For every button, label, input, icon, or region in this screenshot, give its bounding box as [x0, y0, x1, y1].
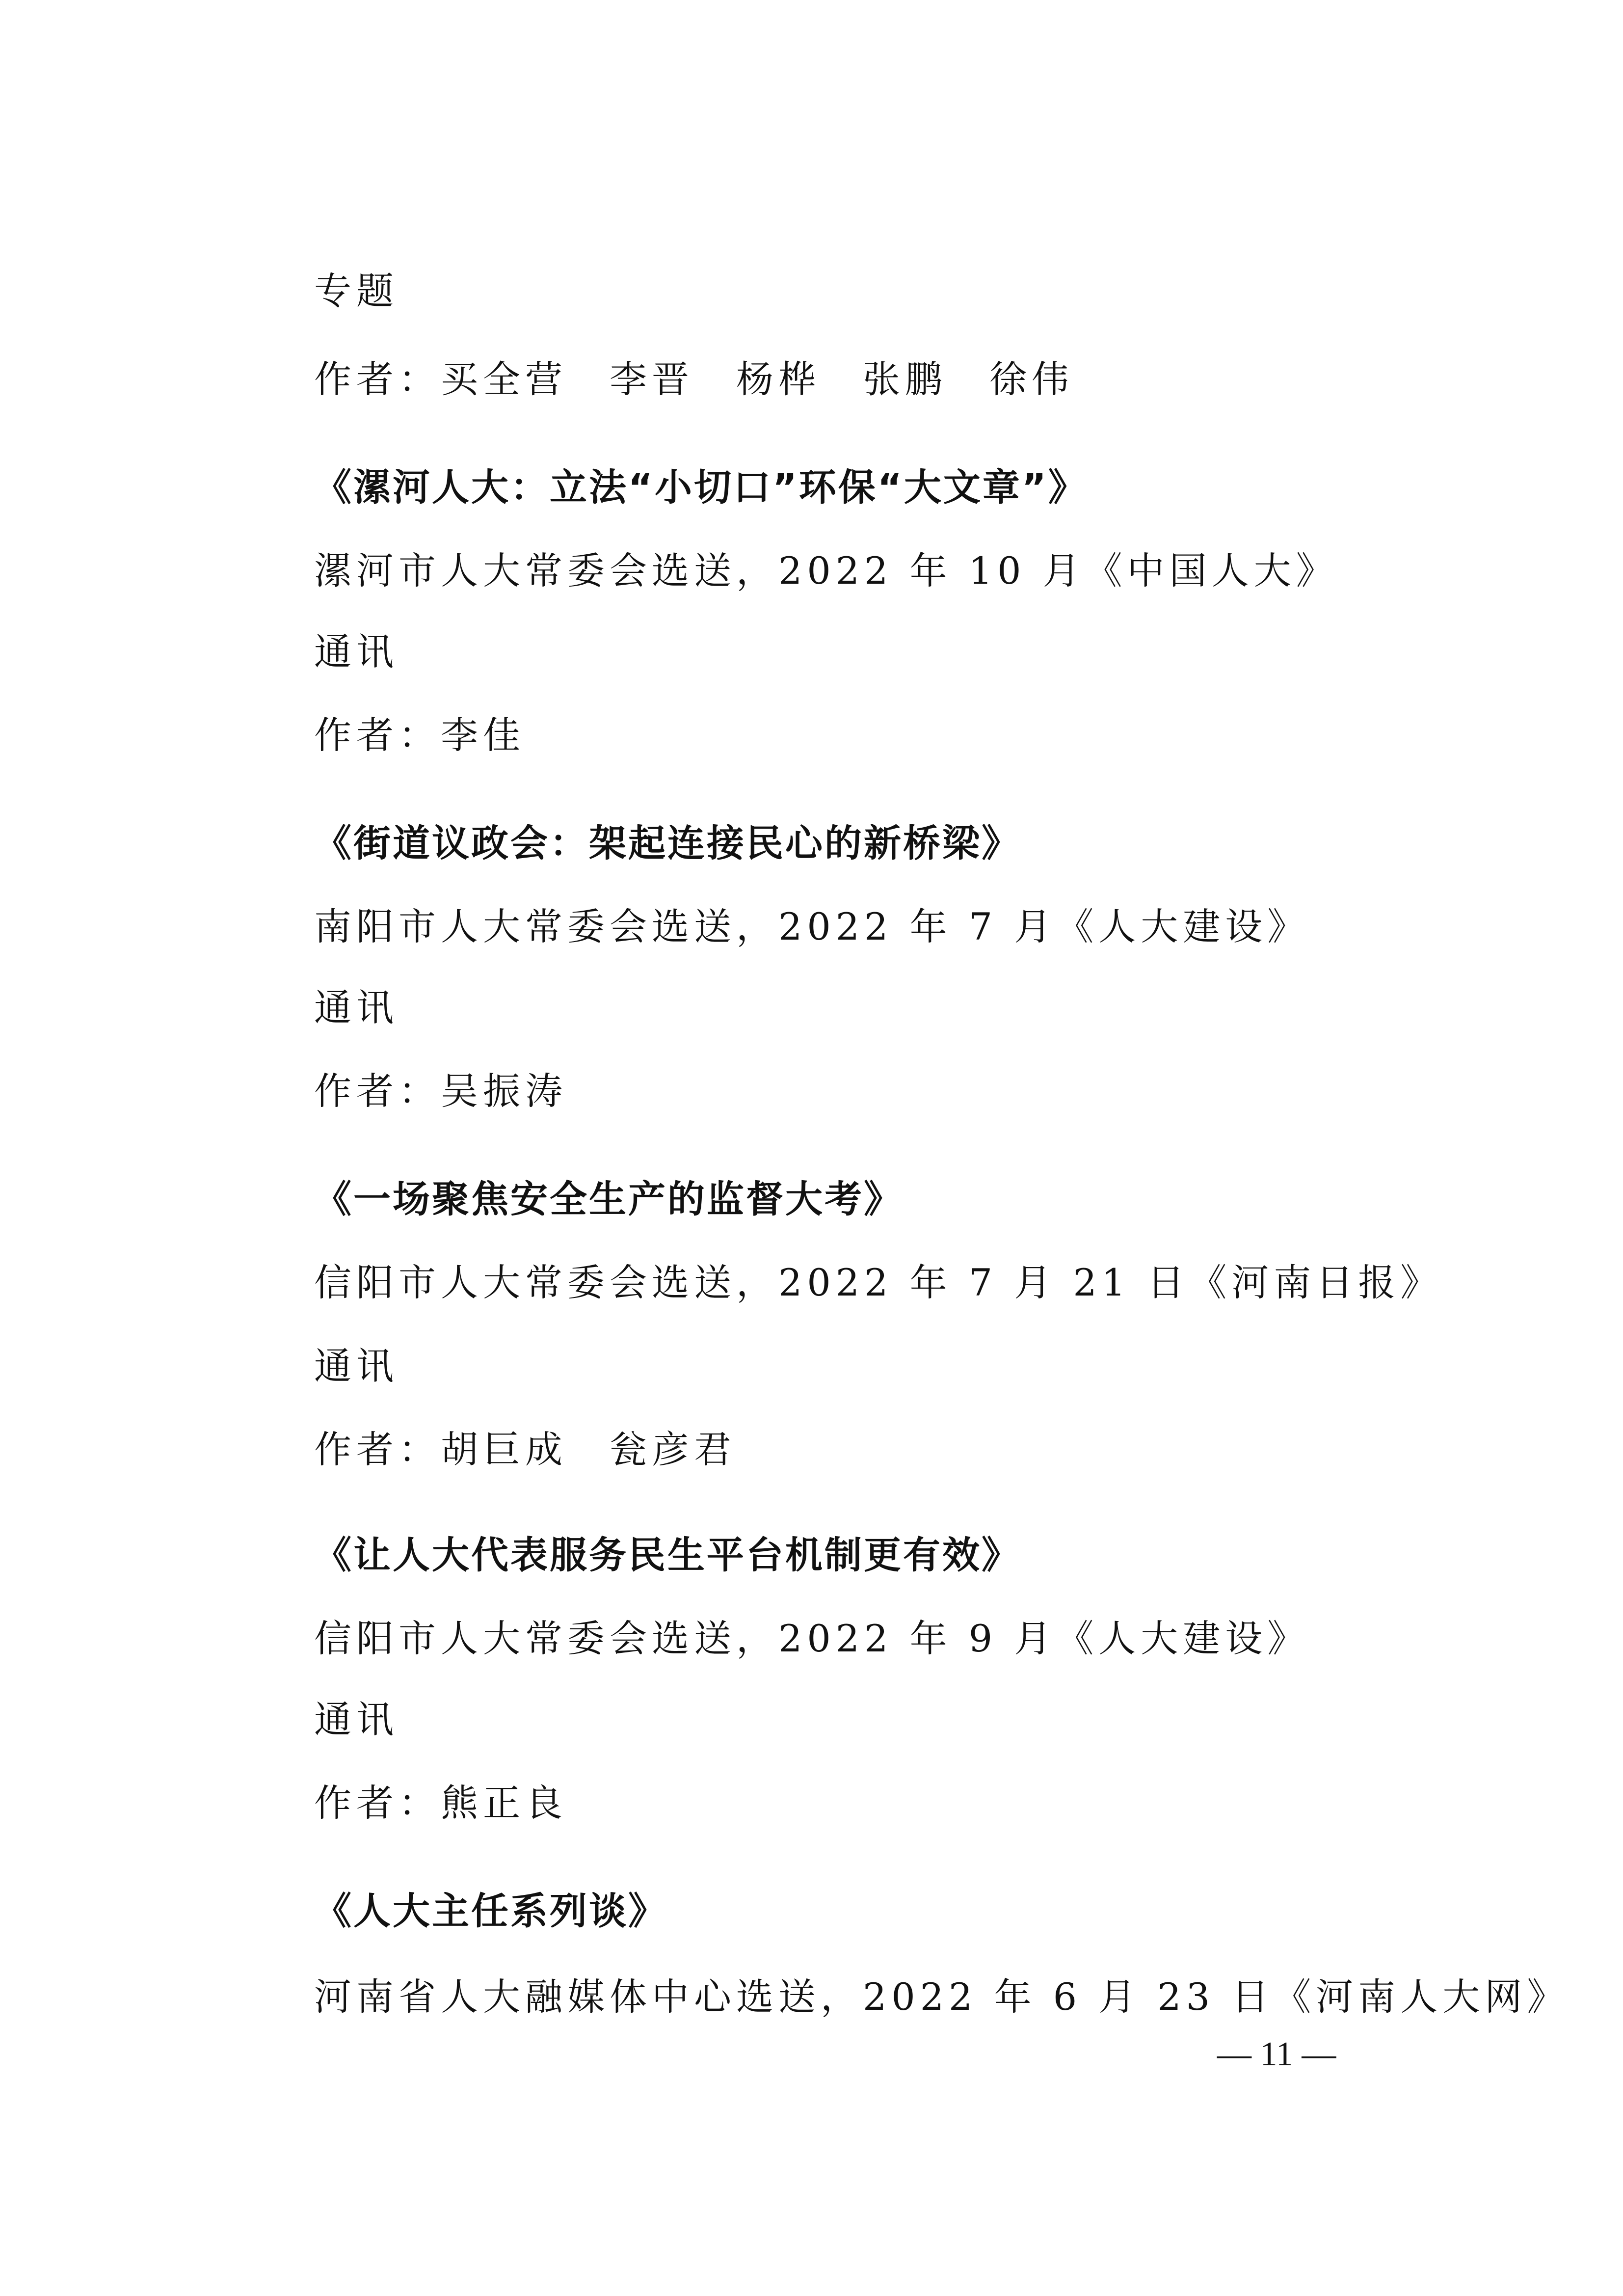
- category-text: 通讯: [314, 630, 399, 674]
- category-text: 专题: [314, 269, 399, 313]
- source-line: 漯河市人大常委会选送，2022 年 10 月《中国人大》: [314, 549, 1338, 593]
- article-title: 《一场聚焦安全生产的监督大考》: [314, 1177, 903, 1221]
- source-line: 信阳市人大常委会选送，2022 年 9 月《人大建设》: [314, 1617, 1310, 1660]
- author-line: 作者：买全营 李晋 杨桦 张鹏 徐伟: [314, 357, 1074, 401]
- author-line: 作者：李佳: [314, 713, 525, 757]
- source-line: 信阳市人大常委会选送，2022 年 7 月 21 日《河南日报》: [314, 1261, 1443, 1304]
- category-text: 通讯: [314, 986, 399, 1029]
- author-line: 作者：熊正良: [314, 1781, 567, 1825]
- article-title: 《人大主任系列谈》: [314, 1889, 667, 1933]
- category-text: 通讯: [314, 1698, 399, 1741]
- author-line: 作者：吴振涛: [314, 1069, 567, 1113]
- source-line: 河南省人大融媒体中心选送，2022 年 6 月 23 日《河南人大网》: [314, 1975, 1570, 2019]
- page-number: — 11 —: [1217, 2035, 1336, 2073]
- category-text: 通讯: [314, 1344, 399, 1388]
- author-line: 作者：胡巨成 瓮彦君: [314, 1428, 736, 1471]
- source-line: 南阳市人大常委会选送，2022 年 7 月《人大建设》: [314, 905, 1310, 948]
- article-title: 《街道议政会：架起连接民心的新桥梁》: [314, 821, 1021, 865]
- article-title: 《让人大代表服务民生平台机制更有效》: [314, 1533, 1021, 1577]
- article-title: 《漯河人大：立法“小切口”环保“大文章”》: [314, 465, 1088, 509]
